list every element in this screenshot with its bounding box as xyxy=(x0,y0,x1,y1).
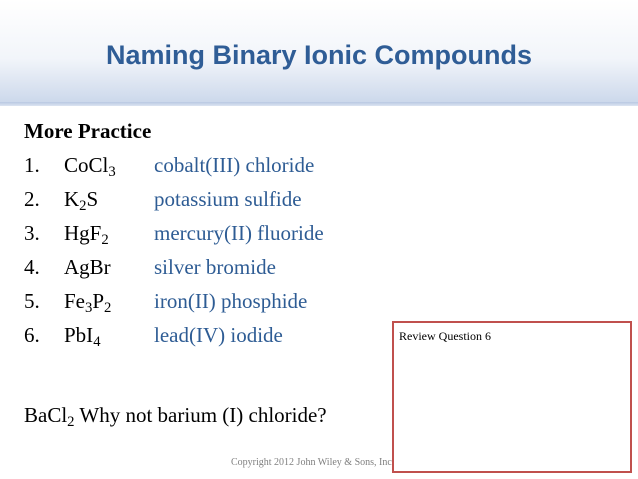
chemical-formula xyxy=(64,255,111,280)
chemical-formula xyxy=(64,153,116,178)
formula-text: P xyxy=(92,289,105,313)
formula-subscript: 2 xyxy=(104,300,112,316)
formula-subscript: 4 xyxy=(93,334,101,350)
formula-subscript: 2 xyxy=(67,414,75,430)
chemical-formula xyxy=(64,221,109,246)
formula-text: K xyxy=(64,187,80,211)
item-number: 5. xyxy=(24,289,40,313)
formula-text: PbI xyxy=(64,323,94,347)
compound-name: cobalt(III) chloride xyxy=(154,153,315,177)
compound-name: iron(II) phosphide xyxy=(154,289,308,313)
question-formula xyxy=(24,403,75,430)
section-heading: More Practice xyxy=(24,119,152,143)
copyright-notice: Copyright 2012 John Wiley & Sons, Inc xyxy=(231,457,392,468)
compound-name: silver bromide xyxy=(154,255,276,279)
formula-subscript: 2 xyxy=(79,198,87,214)
formula-text: Fe xyxy=(64,289,85,313)
chemical-formula xyxy=(64,323,101,348)
compound-name: lead(IV) iodide xyxy=(154,323,283,347)
slide-title: Naming Binary Ionic Compounds xyxy=(105,40,533,70)
formula-text: BaCl xyxy=(24,403,68,427)
chemical-formula xyxy=(64,289,111,314)
item-number: 2. xyxy=(24,187,40,211)
item-number: 6. xyxy=(24,323,40,347)
formula-text: CoCl xyxy=(64,153,109,177)
formula-subscript: 3 xyxy=(85,300,93,316)
item-number: 4. xyxy=(24,255,40,279)
formula-text: HgF xyxy=(64,221,102,245)
review-question-box[interactable] xyxy=(392,321,632,473)
compound-name: mercury(II) fluoride xyxy=(154,221,324,245)
chemical-formula xyxy=(64,187,98,212)
question-line xyxy=(24,403,327,428)
formula-subscript: 2 xyxy=(101,232,109,248)
review-question-label: Review Question 6 xyxy=(399,329,491,343)
formula-subscript: 3 xyxy=(108,164,116,180)
item-number: 1. xyxy=(24,153,40,177)
compound-name: potassium sulfide xyxy=(154,187,302,211)
formula-text: AgBr xyxy=(64,255,111,279)
question-text: Why not barium (I) chloride? xyxy=(74,403,327,427)
item-number: 3. xyxy=(24,221,40,245)
formula-text: S xyxy=(86,187,99,211)
header-divider xyxy=(0,102,638,106)
